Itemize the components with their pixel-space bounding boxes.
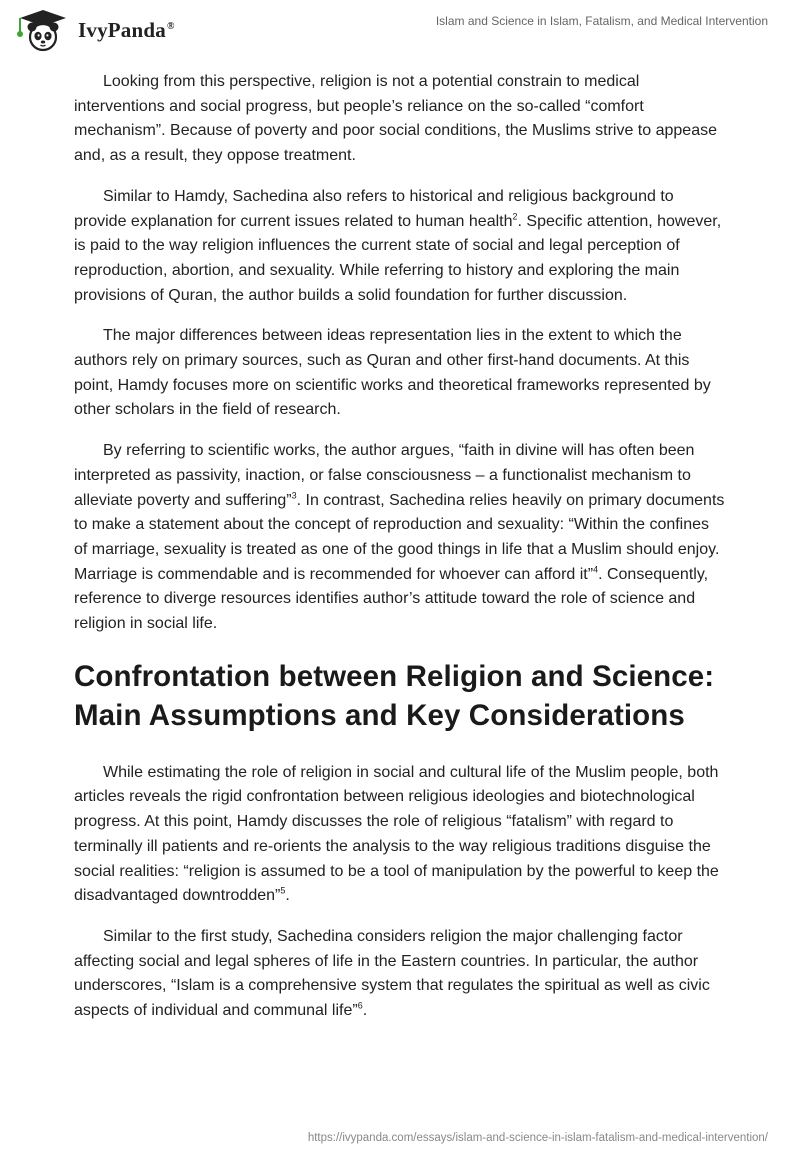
footnote-ref[interactable]: 4 [593,564,599,575]
paragraph-text: . [285,887,290,905]
paragraph [74,761,726,909]
paragraph [74,324,726,423]
paragraph-text: Similar to the first study, Sachedina considers religion the major challenging factor affecting social and legal spheres of life in the Eastern countries. In particular, the author underscores, “Islam is a comprehensive system that regulates the spiritual as well as civic aspects of individual and communal life” [74,927,710,1020]
paragraph-text: The major differences between ideas representation lies in the extent to which the authors rely on primary sources, such as Quran and other first-hand documents. At this point, Hamdy focuses more on scientific works and theoretical frameworks represented by other scholars in the field of research. [74,327,711,419]
paragraph [74,439,726,637]
paragraph-text: Looking from this perspective, religion is not a potential constrain to medical interventions and social progress, but people’s reliance on the so-called “comfort mechanism”. Because of poverty and poor social conditions, the Muslims strive to appease and, as a result, they oppose treatment. [74,73,717,165]
ivypanda-logo[interactable] [14,8,175,52]
paragraph-text: . Consequently, reference to diverge resources identifies author’s attitude toward the role of science and religion in social life. [74,565,709,633]
registered-mark: ® [166,20,175,32]
page-header [0,0,800,60]
paragraph-text: . Specific attention, however, is paid to the way religion influences the current state of social and legal perception of reproduction, abortion, and sexuality. While referring to history and exploring the main provisions of Quran, the author builds a solid foundation for further discussion. [74,212,722,304]
paragraph [74,70,726,169]
document-title: Islam and Science in Islam, Fatalism, and Medical Intervention [435,14,768,28]
paragraph-text: . In contrast, Sachedina relies heavily on primary documents to make a statement about the concept of reproduction and sexuality: “Within the confines of marriage, sexuality is treated as one of the good things in life that a Muslim should enjoy. Marriage is commendable and is recommended for whoever can afford it” [74,491,725,583]
paragraph-text: . [362,1002,368,1020]
brand-text: IvyPanda [78,17,166,42]
paragraph [74,185,726,309]
section-heading: Confrontation between Religion and Science: Main Assumptions and Key Considerations [74,659,715,732]
essay-content [74,70,726,1040]
paragraph-text: While estimating the role of religion in social and cultural life of the Muslim people, both articles reveals the rigid confrontation between religious ideologies and biotechnological progress. At this point, Hamdy discusses the role of religious “fatalism” with regard to terminally ill patients and re-orients the analysis to the way religious traditions disguise the social realities: “religion is assumed to be a tool of manipulation by the powerful to keep the disadvantaged downtrodden” [74,763,719,905]
source-url[interactable]: https://ivypanda.com/essays/islam-and-science-in-islam-fatalism-and-medical-intervention/ [307,1132,768,1144]
footnote-ref[interactable]: 2 [512,211,518,222]
footnote-ref[interactable]: 5 [280,885,286,896]
brand-name [78,18,175,43]
paragraph-text: Similar to Hamdy, Sachedina also refers to historical and religious background to provide explanation for current issues related to human health [74,187,674,230]
panda-graduation-icon [14,8,72,52]
footnote-ref[interactable]: 3 [291,490,297,501]
paragraphs-bottom [74,761,726,1024]
paragraph [74,925,726,1024]
paragraphs-top [74,70,726,637]
footnote-ref[interactable]: 6 [357,1000,363,1011]
paragraph-text: By referring to scientific works, the author argues, “faith in divine will has often been interpreted as passivity, inaction, or false consciousness – a functionalist mechanism to alleviate poverty and suffering” [74,442,695,509]
